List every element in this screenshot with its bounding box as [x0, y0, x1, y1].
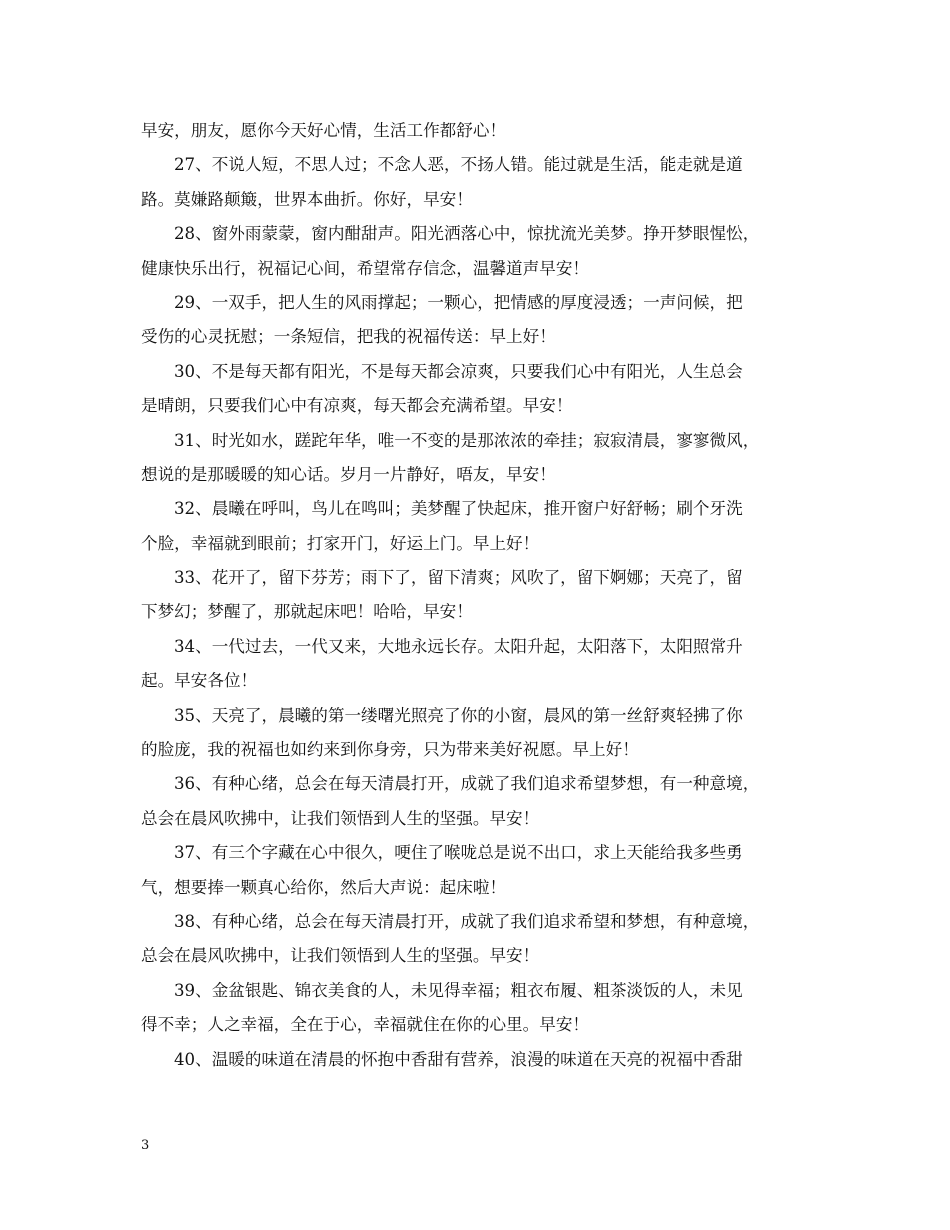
text-line: 得不幸；人之幸福，全在于心，幸福就住在你的心里。早安！ [141, 1015, 590, 1035]
text-line: 起。早安各位！ [141, 671, 258, 691]
text-line: 29、一双手，把人生的风雨撑起；一颗心，把情感的厚度浸透；一声问候，把 [174, 292, 743, 312]
text-line: 32、晨曦在呼叫，鸟儿在鸣叫；美梦醒了快起床，推开窗户好舒畅；刷个牙洗 [174, 499, 743, 519]
text-line: 40、温暖的味道在清晨的怀抱中香甜有营养，浪漫的味道在天亮的祝福中香甜 [174, 1049, 743, 1069]
text-line: 38、有种心绪，总会在每天清晨打开，成就了我们追求希望和梦想，有种意境， [174, 911, 760, 931]
text-line: 35、天亮了，晨曦的第一缕曙光照亮了你的小窗，晨风的第一丝舒爽轻拂了你 [174, 705, 743, 725]
text-line: 下梦幻；梦醒了，那就起床吧！哈哈，早安！ [141, 602, 473, 622]
text-line: 早安，朋友，愿你今天好心情，生活工作都舒心！ [141, 121, 507, 140]
text-line: 个脸，幸福就到眼前；打家开门，好运上门。早上好！ [141, 533, 540, 553]
text-line: 的脸庞，我的祝福也如约来到你身旁，只为带来美好祝愿。早上好！ [141, 740, 639, 760]
text-line: 30、不是每天都有阳光，不是每天都会凉爽，只要我们心中有阳光，人生总会 [174, 361, 743, 381]
text-line: 路。莫嫌路颠簸，世界本曲折。你好，早安！ [141, 189, 473, 209]
text-line: 37、有三个字藏在心中很久，哽住了喉咙总是说不出口，求上天能给我多些勇 [174, 843, 743, 863]
text-line: 31、时光如水，蹉跎年华，唯一不变的是那浓浓的牵挂；寂寂清晨，寥寥微风， [174, 430, 760, 450]
text-line: 28、窗外雨蒙蒙，窗内酣甜声。阳光洒落心中，惊扰流光美梦。挣开梦眼惺忪， [174, 224, 760, 244]
text-line: 是晴朗，只要我们心中有凉爽，每天都会充满希望。早安！ [141, 396, 573, 416]
text-line: 39、金盆银匙、锦衣美食的人，未见得幸福；粗衣布履、粗茶淡饭的人，未见 [174, 980, 743, 1000]
page-number: 3 [141, 1138, 150, 1153]
text-line: 34、一代过去，一代又来，大地永远长存。太阳升起，太阳落下，太阳照常升 [174, 636, 743, 656]
text-line: 27、不说人短，不思人过；不念人恶，不扬人错。能过就是生活，能走就是道 [174, 155, 743, 175]
text-line: 健康快乐出行，祝福记心间，希望常存信念，温馨道声早安！ [141, 258, 590, 278]
text-line: 受伤的心灵抚慰；一条短信，把我的祝福传送：早上好！ [141, 327, 556, 347]
text-line: 气，想要捧一颗真心给你，然后大声说：起床啦！ [141, 877, 507, 897]
text-line: 36、有种心绪，总会在每天清晨打开，成就了我们追求希望梦想，有一种意境， [174, 774, 760, 794]
text-line: 33、花开了，留下芬芳；雨下了，留下清爽；风吹了，留下婀娜；天亮了，留 [174, 568, 743, 588]
text-line: 总会在晨风吹拂中，让我们领悟到人生的坚强。早安！ [141, 808, 540, 828]
text-line: 总会在晨风吹拂中，让我们领悟到人生的坚强。早安！ [141, 946, 540, 966]
text-line: 想说的是那暖暖的知心话。岁月一片静好，唔友，早安！ [141, 464, 556, 484]
document-body [141, 116, 821, 1079]
